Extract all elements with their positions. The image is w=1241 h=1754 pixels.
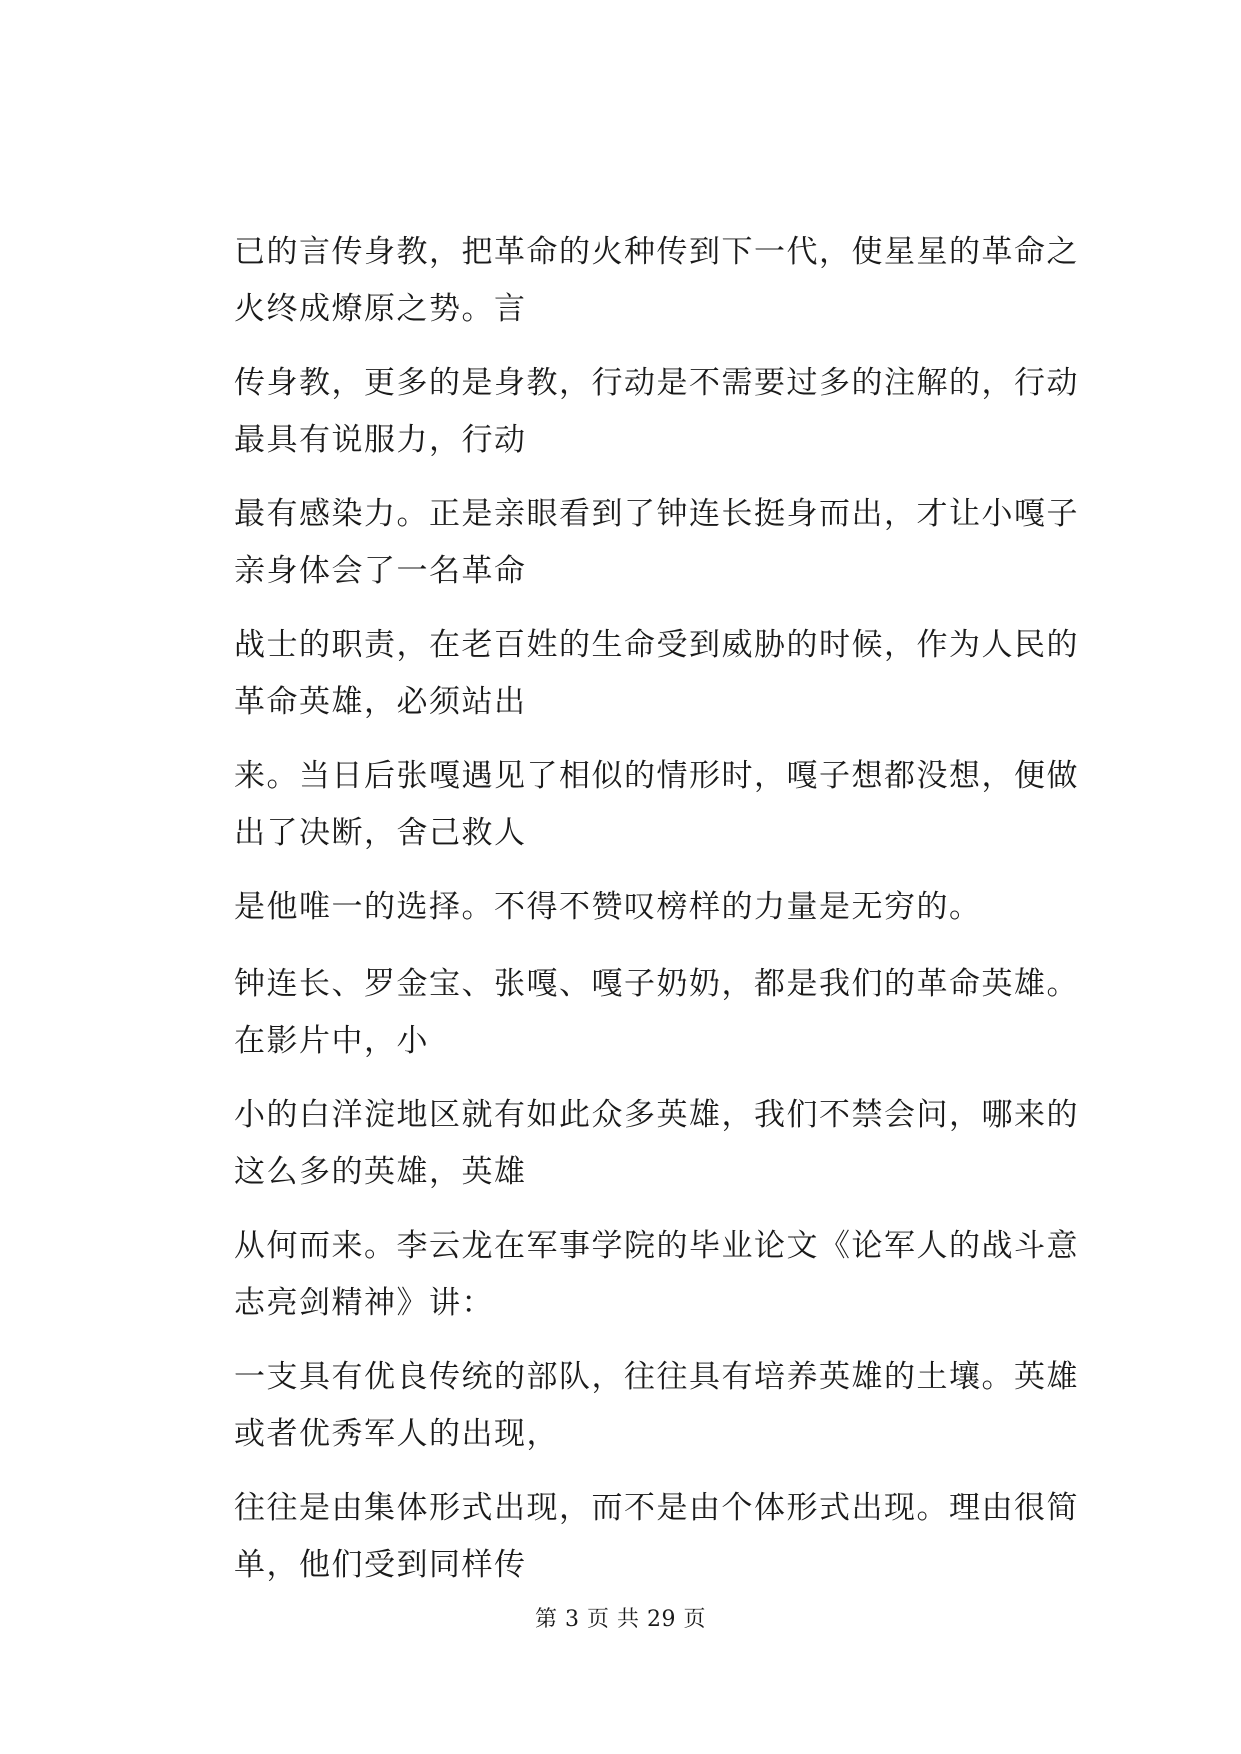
paragraph-1 [167,224,1097,338]
paragraph-line: 或者优秀军人的出现， [234,1416,559,1452]
paragraph-7 [167,956,1097,1070]
paragraph-line: 一支具有优良传统的部队，往往具有培养英雄的土壤。英雄 [234,1359,1079,1395]
paragraph-4 [167,617,1097,731]
paragraph-line: 来。当日后张嘎遇见了相似的情形时，嘎子想都没想，便做 [234,758,1079,794]
paragraph-line: 钟连长、罗金宝、张嘎、嘎子奶奶，都是我们的革命英雄。 [234,966,1079,1002]
paragraph-line: 单，他们受到同样传 [234,1547,527,1583]
paragraph-line: 志亮剑精神》讲： [234,1285,494,1321]
paragraph-line: 这么多的英雄，英雄 [234,1154,527,1190]
paragraph-3 [167,486,1097,600]
paragraph-line: 出了决断，舍己救人 [234,815,527,851]
paragraph-line: 最有感染力。正是亲眼看到了钟连长挺身而出，才让小嘎子 [234,496,1079,532]
paragraph-line: 传身教，更多的是身教，行动是不需要过多的注解的，行动 [234,365,1079,401]
paragraph-5 [167,748,1097,862]
paragraph-line: 往往是由集体形式出现，而不是由个体形式出现。理由很简 [234,1490,1079,1526]
paragraph-line: 战士的职责，在老百姓的生命受到威胁的时候，作为人民的 [234,627,1079,663]
paragraph-line: 火终成燎原之势。言 [234,291,527,327]
paragraph-11 [167,1480,1097,1594]
document-body [167,224,1097,1611]
paragraph-line: 小的白洋淀地区就有如此众多英雄，我们不禁会问，哪来的 [234,1097,1079,1133]
paragraph-line: 亲身体会了一名革命 [234,553,527,589]
page-footer [0,1605,1241,1635]
paragraph-8 [167,1087,1097,1201]
paragraph-line: 是他唯一的选择。不得不赞叹榜样的力量是无穷的。 [234,889,982,925]
paragraph-6 [167,879,1097,936]
paragraph-line: 最具有说服力，行动 [234,422,527,458]
paragraph-line: 从何而来。李云龙在军事学院的毕业论文《论军人的战斗意 [234,1228,1079,1264]
paragraph-line: 革命英雄，必须站出 [234,684,527,720]
paragraph-2 [167,355,1097,469]
paragraph-line: 已的言传身教，把革命的火种传到下一代，使星星的革命之 [234,234,1079,270]
page-number-label: 第 3 页 共 29 页 [535,1607,706,1632]
paragraph-10 [167,1349,1097,1463]
paragraph-9 [167,1218,1097,1332]
paragraph-line: 在影片中，小 [234,1023,429,1059]
